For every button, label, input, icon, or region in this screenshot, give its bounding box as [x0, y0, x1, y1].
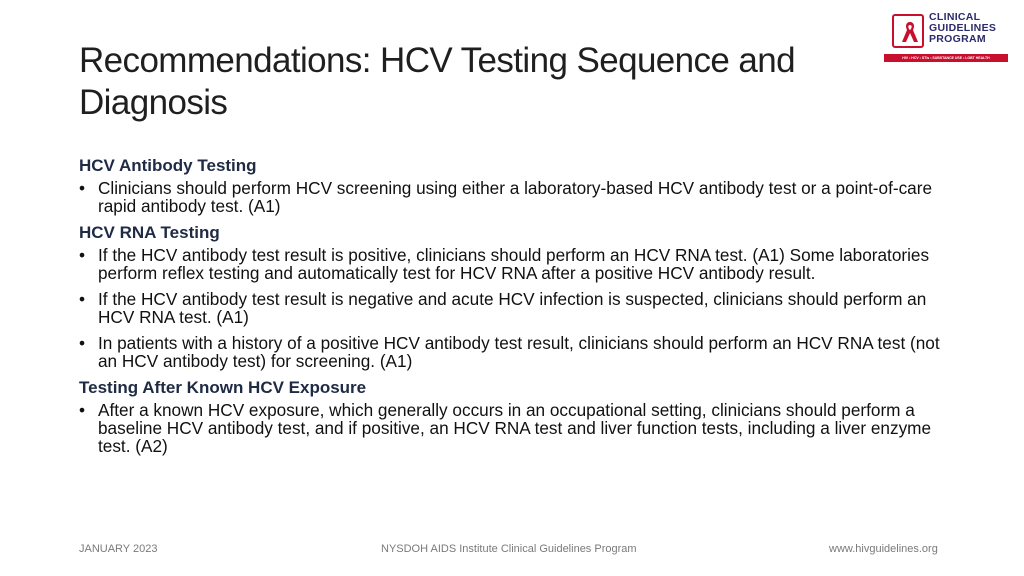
- logo-line-1: CLINICAL: [929, 11, 981, 23]
- list-item: [79, 246, 949, 282]
- list-item: [79, 401, 949, 455]
- bullet-text: Clinicians should perform HCV screening using either a laboratory-based HCV antibody test or a point-of-care rapid antibody test. (A1): [98, 178, 933, 216]
- bullet-marker: •: [79, 400, 86, 420]
- list-item: [79, 290, 949, 326]
- footer-date: JANUARY 2023: [79, 543, 158, 555]
- bullet-text: If the HCV antibody test result is negative and acute HCV infection is suspected, clinicians should perform an HCV RNA test. (A1): [98, 289, 927, 327]
- logo-wordmark: [929, 12, 1009, 45]
- logo-line-3: PROGRAM: [929, 33, 986, 45]
- clinical-guidelines-program-logo: [884, 12, 1010, 64]
- bullet-text: In patients with a history of a positive HCV antibody test result, clinicians should perform an HCV RNA test (not an HCV antibody test) for screening. (A1): [98, 333, 940, 371]
- section-heading-rna-testing: HCV RNA Testing: [79, 223, 220, 242]
- footer-url: www.hivguidelines.org: [829, 543, 938, 555]
- section-heading-known-exposure: Testing After Known HCV Exposure: [79, 378, 367, 397]
- logo-line-2: GUIDELINES: [929, 22, 997, 34]
- slide-body: [79, 153, 949, 463]
- bullet-marker: •: [79, 289, 86, 309]
- list-item: [79, 179, 949, 215]
- bullet-text: After a known HCV exposure, which generally occurs in an occupational setting, clinicians should perform a baseline HCV antibody test, and if positive, an HCV RNA test and liver function tests, including a liver enzyme test. (A2): [98, 400, 932, 456]
- page-title: Recommendations: HCV Testing Sequence and Diagnosis: [79, 41, 796, 122]
- bullet-marker: •: [79, 333, 86, 353]
- bullet-marker: •: [79, 178, 86, 198]
- logo-tagline: HIV • HCV • STIs • SUBSTANCE USE • LGBT HEALTH: [884, 54, 1008, 62]
- section-heading-antibody-testing: HCV Antibody Testing: [79, 156, 257, 175]
- bullet-text: If the HCV antibody test result is positive, clinicians should perform an HCV RNA test. (A1) Some laboratories perform reflex testing and automatically test for HCV RNA after a positive HCV antibody result.: [98, 245, 930, 283]
- red-ribbon-icon: [892, 14, 924, 48]
- bullet-marker: •: [79, 245, 86, 265]
- footer-program: NYSDOH AIDS Institute Clinical Guidelines Program: [381, 543, 637, 555]
- list-item: [79, 334, 949, 370]
